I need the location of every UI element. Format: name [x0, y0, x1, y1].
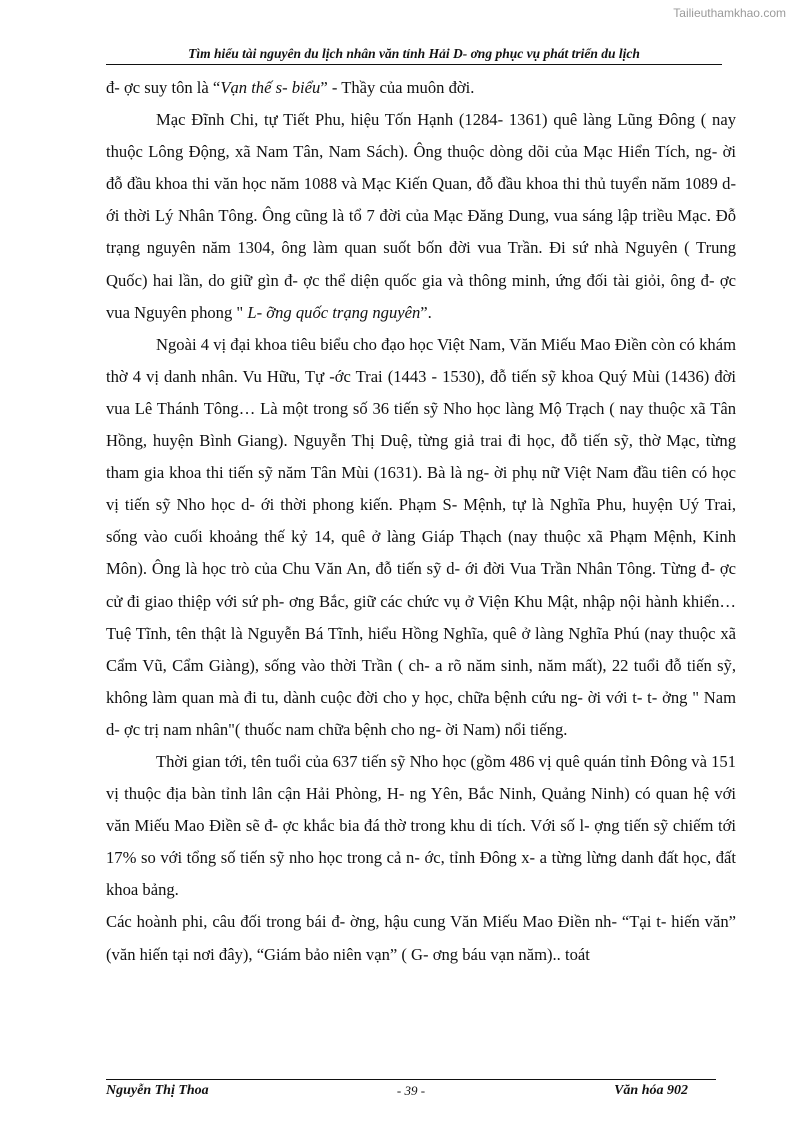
text-run: Các hoành phi, câu đối trong bái đ- ờng, hậu cung Văn Miếu Mao Điền nh- “Tại t- hiến văn” (văn hiến tại nơi đây), “Giám bảo niên vạn” ( G- ơng báu vạn năm).. toát: [106, 912, 736, 964]
italic-run: L- ỡng quốc trạng nguyên: [247, 302, 421, 322]
page-footer: [106, 1083, 716, 1103]
text-run: Mạc Đĩnh Chi, tự Tiết Phu, hiệu Tốn Hạnh (1284- 1361) quê làng Lũng Đông ( nay thuộc Lông Động, xã Nam Tân, Nam Sách). Ông thuộc dòng dõi của Mạc Hiển Tích, ng- ời đỗ đầu khoa thi văn học năm 1088 và Mạc Kiến Quan, đỗ đầu khoa thi thủ tuyển năm 1089 d- ới thời Lý Nhân Tông. Ông cũng là tổ 7 đời của Mạc Đăng Dung, vua sáng lập triều Mạc. Đỗ trạng nguyên năm 1304, ông làm quan suốt bốn đời vua Trần. Đi sứ nhà Nguyên ( Trung Quốc) hai lần, do giữ gìn đ- ợc thể diện quốc gia và thông minh, ứng đối tài giỏi, ông đ- ợc vua Nguyên phong ": [106, 110, 736, 322]
paragraph-3: [106, 329, 736, 746]
footer-course: Văn hóa 902: [614, 1083, 688, 1098]
paragraph-2: [106, 104, 736, 329]
page-number: - 39 -: [396, 1083, 426, 1098]
paragraph-5: [106, 906, 736, 970]
paragraph-1: [106, 72, 736, 104]
header-divider: [106, 64, 722, 65]
footer-divider: [106, 1079, 716, 1080]
paragraph-4: [106, 746, 736, 906]
italic-run: Vạn thế s- biểu: [220, 78, 321, 97]
text-run: ”.: [420, 302, 432, 322]
text-run: đ- ợc suy tôn là “: [106, 78, 221, 97]
watermark: Tailieuthamkhao.com: [673, 6, 786, 20]
footer-author: Nguyễn Thị Thoa: [106, 1083, 209, 1098]
text-run: Ngoài 4 vị đại khoa tiêu biểu cho đạo học Việt Nam, Văn Miếu Mao Điền còn có khám thờ 4 vị danh nhân. Vu Hữu, Tự -ớc Trai (1443 - 1530), đỗ tiến sỹ khoa Quý Mùi (1436) đời vua Lê Thánh Tông… Là một trong số 36 tiến sỹ Nho học làng Mộ Trạch ( nay thuộc xã Tân Hồng, huyện Bình Giang). Nguyễn Thị Duệ, từng giả trai đi học, đỗ tiến sỹ, thờ Mạc, từng tham gia khoa thi tiến sỹ năm Tân Mùi (1631). Bà là ng- ời phụ nữ Việt Nam đầu tiên có học vị tiến sỹ Nho học d- ới thời phong kiến. Phạm S- Mệnh, tự là Nghĩa Phu, huyện Uý Trai, sống vào cuối khoảng thế kỷ 14, quê ở làng Giáp Thạch (nay thuộc xã Phạm Mệnh, Kinh Môn). Ông là học trò của Chu Văn An, đỗ tiến sỹ d- ới đời Vua Trần Nhân Tông. Từng đ- ợc cử đi giao thiệp với sứ ph- ơng Bắc, giữ các chức vụ ở Viện Khu Mật, nhập nội hành khiển… Tuệ Tĩnh, tên thật là Nguyễn Bá Tĩnh, hiểu Hồng Nghĩa, quê ở làng Nghĩa Phú (nay thuộc xã Cẩm Vũ, Cẩm Giàng), sống vào thời Trần ( ch- a rõ năm sinh, năm mất), 22 tuổi đỗ tiến sỹ, không làm quan mà đi tu, dành cuộc đời cho y học, chữa bệnh cứu ng- ời với t- t- ởng " Nam d- ợc trị nam nhân"( thuốc nam chữa bệnh cho ng- ời Nam) nổi tiếng.: [106, 334, 736, 739]
text-run: ” - Thầy của muôn đời.: [320, 78, 475, 97]
text-run: Thời gian tới, tên tuổi của 637 tiến sỹ Nho học (gồm 486 vị quê quán tỉnh Đông và 151 vị thuộc địa bàn tỉnh lân cận Hải Phòng, H- ng Yên, Bắc Ninh, Quảng Ninh) có quan hệ với văn Miếu Mao Điền sẽ đ- ợc khắc bia đá thờ trong khu di tích. Với số l- ợng tiến sỹ chiếm tới 17% so với tổng số tiến sỹ nho học trong cả n- ớc, tỉnh Đông x- a từng lừng danh đất học, đất khoa bảng.: [106, 751, 736, 900]
document-body: [106, 72, 736, 971]
running-header: Tìm hiểu tài nguyên du lịch nhân văn tỉnh Hải D- ơng phục vụ phát triển du lịch: [188, 46, 640, 61]
